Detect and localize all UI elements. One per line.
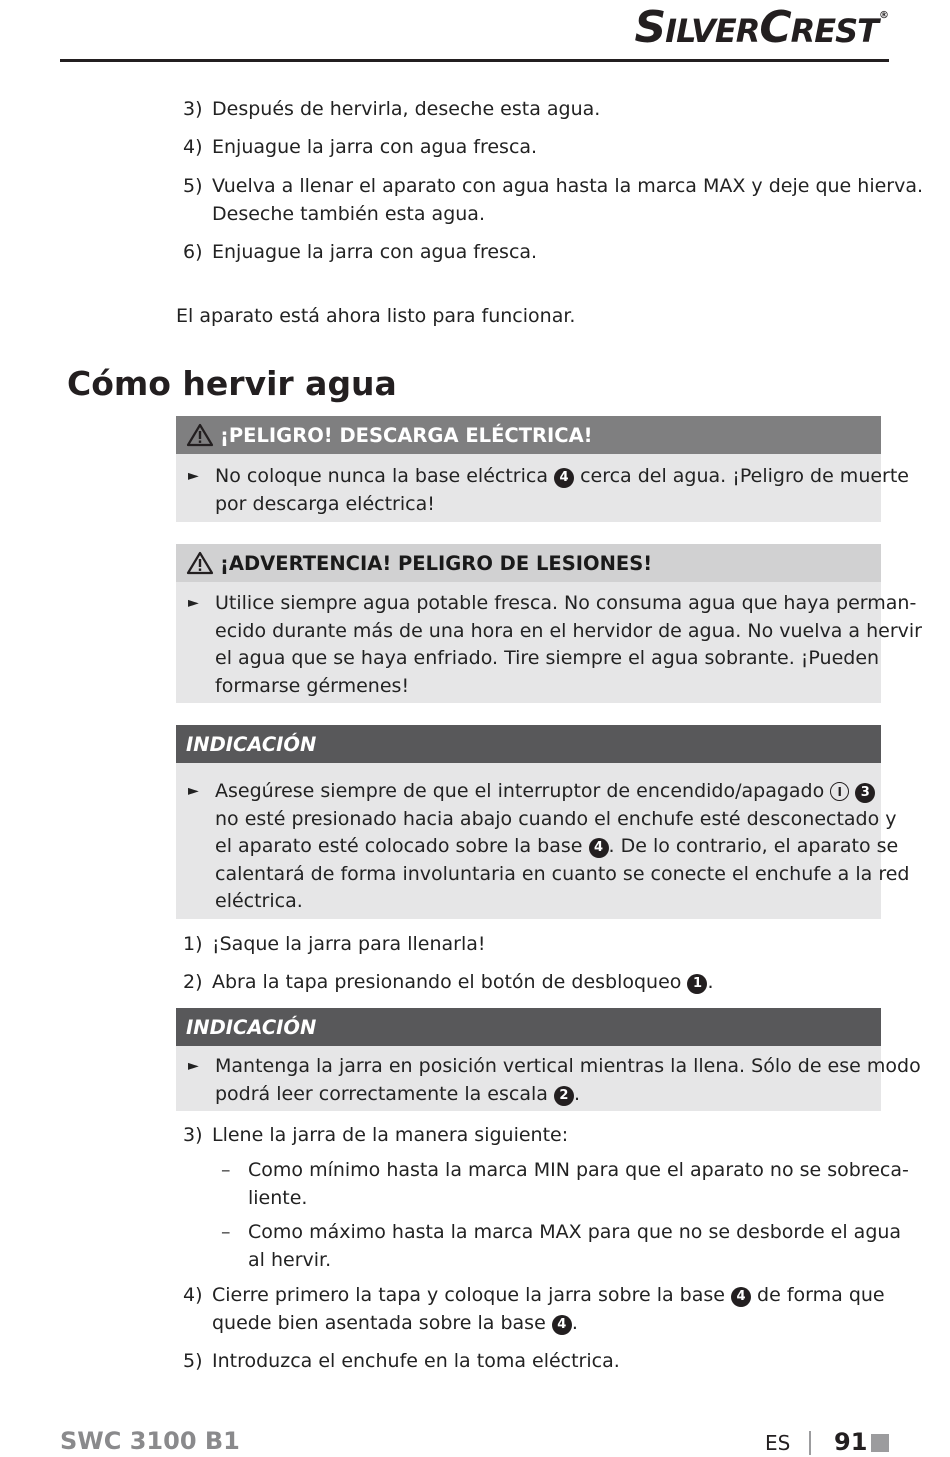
step-text xyxy=(212,1281,885,1309)
step-text: Vuelva a llenar el aparato con agua hasta la marca MAX y deje que hierva. xyxy=(212,175,924,197)
text-segment: . xyxy=(707,971,714,993)
warning-text: formarse gérmenes! xyxy=(215,675,410,697)
step-number: 3) xyxy=(183,98,203,120)
note-box-header xyxy=(176,1008,881,1046)
part-ref-badge: 2 xyxy=(554,1086,574,1106)
section-title: Cómo hervir agua xyxy=(67,364,397,403)
note-box-header xyxy=(176,725,881,763)
danger-box xyxy=(176,416,909,522)
text-segment: Cierre primero la tapa y coloque la jarra sobre la base xyxy=(212,1284,725,1306)
part-ref-badge: 1 xyxy=(687,974,707,994)
step-text: Después de hervirla, deseche esta agua. xyxy=(212,98,601,120)
step-text: Introduzca el enchufe en la toma eléctrica. xyxy=(212,1350,620,1372)
note-text: no esté presionado hacia abajo cuando el enchufe esté desconectado y xyxy=(215,808,897,830)
brand-letter: S xyxy=(634,2,666,53)
step-text xyxy=(212,968,714,996)
text-segment: No coloque nunca la base eléctrica xyxy=(215,465,548,487)
step-number: 5) xyxy=(183,1350,203,1372)
step-number: 1) xyxy=(183,933,203,955)
step-number: 2) xyxy=(183,971,203,993)
sub-item-dash: – xyxy=(221,1159,231,1181)
warning-triangle-icon xyxy=(186,551,214,575)
note-text: calentará de forma involuntaria en cuanto se conecte el enchufe a la red xyxy=(215,863,910,885)
step-number: 6) xyxy=(183,241,203,263)
step-number: 4) xyxy=(183,1284,203,1306)
part-ref-badge: 4 xyxy=(552,1315,572,1335)
step-number: 4) xyxy=(183,136,203,158)
danger-text: por descarga eléctrica! xyxy=(215,493,435,515)
sub-item-text: Como mínimo hasta la marca MIN para que el aparato no se sobreca- xyxy=(248,1159,909,1181)
warning-text: el agua que se haya enfriado. Tire siempre el agua sobrante. ¡Pueden xyxy=(215,647,880,669)
step-number: 5) xyxy=(183,175,203,197)
text-segment: . De lo contrario, el aparato se xyxy=(608,835,899,857)
ready-text: El aparato está ahora listo para funcionar. xyxy=(176,305,576,327)
danger-box-title: ¡PELIGRO! DESCARGA ELÉCTRICA! xyxy=(220,424,593,447)
note-box-title: INDICACIÓN xyxy=(186,1016,317,1039)
note-box xyxy=(176,725,910,919)
note-text xyxy=(215,832,898,860)
bullet-arrow-icon: ► xyxy=(188,1058,199,1074)
sub-item-text: Como máximo hasta la marca MAX para que no se desborde el agua xyxy=(248,1221,902,1243)
text-segment: de forma que xyxy=(757,1284,885,1306)
footer-divider xyxy=(809,1431,811,1455)
sub-item-text: al hervir. xyxy=(248,1249,332,1271)
text-segment: Asegúrese siempre de que el interruptor de encendido/apagado xyxy=(215,780,825,802)
brand-letters: REST xyxy=(790,12,878,50)
bullet-arrow-icon: ► xyxy=(188,783,199,799)
bullet-arrow-icon: ► xyxy=(188,595,199,611)
footer-square-marker xyxy=(871,1434,889,1452)
step-text: ¡Saque la jarra para llenarla! xyxy=(212,933,486,955)
step-text: Enjuague la jarra con agua fresca. xyxy=(212,241,538,263)
part-ref-badge: 4 xyxy=(589,838,609,858)
text-segment: el aparato esté colocado sobre la base xyxy=(215,835,583,857)
note-text: Mantenga la jarra en posición vertical mientras la llena. Sólo de ese modo xyxy=(215,1055,921,1077)
warning-triangle-icon xyxy=(186,423,214,447)
step-text xyxy=(212,1309,578,1337)
danger-text xyxy=(215,462,909,490)
step-text: Llene la jarra de la manera siguiente: xyxy=(212,1124,569,1146)
danger-box-header xyxy=(176,416,881,454)
part-ref-badge: 3 xyxy=(855,783,875,803)
bullet-arrow-icon: ► xyxy=(188,468,199,484)
note-text xyxy=(215,777,875,805)
step-number: 3) xyxy=(183,1124,203,1146)
brand-logo xyxy=(634,2,888,53)
warning-text: Utilice siempre agua potable fresca. No consuma agua que haya perman- xyxy=(215,592,917,614)
note-text xyxy=(215,1080,580,1108)
note-text: eléctrica. xyxy=(215,890,303,912)
warning-box xyxy=(176,544,922,703)
part-ref-badge: 4 xyxy=(731,1287,751,1307)
text-segment: cerca del agua. ¡Peligro de muerte xyxy=(580,465,909,487)
step-text: Deseche también esta agua. xyxy=(212,203,485,225)
text-segment: . xyxy=(571,1312,578,1334)
text-segment: quede bien asentada sobre la base xyxy=(212,1312,546,1334)
note-box xyxy=(176,1008,921,1111)
power-switch-icon: I xyxy=(830,782,849,801)
warning-box-header xyxy=(176,544,881,582)
part-ref-badge: 4 xyxy=(554,468,574,488)
text-segment: Abra la tapa presionando el botón de desbloqueo xyxy=(212,971,682,993)
warning-box-title: ¡ADVERTENCIA! PELIGRO DE LESIONES! xyxy=(220,552,653,575)
note-box-title: INDICACIÓN xyxy=(186,733,317,756)
text-segment: . xyxy=(573,1083,580,1105)
sub-item-dash: – xyxy=(221,1221,231,1243)
header-rule xyxy=(60,59,889,62)
page-number: 91 xyxy=(834,1428,868,1456)
registered-mark: ® xyxy=(879,10,888,21)
sub-item-text: liente. xyxy=(248,1187,308,1209)
footer-language: ES xyxy=(765,1431,791,1455)
footer-model: SWC 3100 B1 xyxy=(60,1427,240,1455)
step-text: Enjuague la jarra con agua fresca. xyxy=(212,136,538,158)
warning-text: ecido durante más de una hora en el hervidor de agua. No vuelva a hervir xyxy=(215,620,922,642)
brand-letters: ILVER xyxy=(665,12,760,50)
brand-letter: C xyxy=(759,2,791,53)
text-segment: podrá leer correctamente la escala xyxy=(215,1083,548,1105)
